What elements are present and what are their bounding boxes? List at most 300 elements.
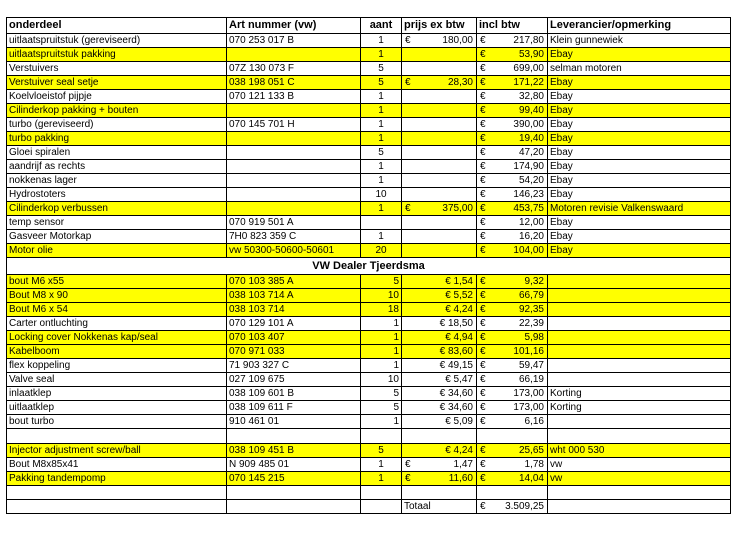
- table-row: [7, 359, 731, 373]
- table-row: [7, 34, 731, 48]
- cell-art-nummer[interactable]: [227, 202, 361, 216]
- cell-incl-value: 92,35: [518, 304, 544, 315]
- cell-incl-value: 9,32: [524, 276, 544, 287]
- cell-onderdeel[interactable]: Gloei spiralen: [7, 146, 227, 160]
- euro-sign: €: [480, 332, 486, 343]
- cell-art-nummer[interactable]: 038 109 601 B: [227, 387, 361, 401]
- header-prijs[interactable]: prijs ex btw: [402, 18, 477, 34]
- cell-onderdeel[interactable]: Cilinderkop pakking + bouten: [7, 104, 227, 118]
- cell-incl-value: 22,39: [518, 318, 544, 329]
- table-row: [7, 132, 731, 146]
- header-lev[interactable]: Leverancier/opmerking: [548, 18, 731, 34]
- euro-sign: €: [480, 49, 486, 60]
- empty-row: [7, 486, 731, 500]
- cell-prijs-value: € 4,24: [445, 304, 473, 315]
- cell-incl-value: 14,04: [518, 473, 544, 484]
- cell-art-nummer[interactable]: 070 253 017 B: [227, 34, 361, 48]
- cell-incl[interactable]: [477, 62, 548, 76]
- euro-sign: €: [480, 147, 486, 158]
- cell-art-nummer[interactable]: 07Z 130 073 F: [227, 62, 361, 76]
- euro-sign: €: [480, 374, 486, 385]
- cell-incl[interactable]: [477, 401, 548, 415]
- cell-incl[interactable]: [477, 160, 548, 174]
- cell-incl-value: 12,00: [518, 217, 544, 228]
- cell-leverancier[interactable]: [548, 275, 731, 289]
- cell-onderdeel[interactable]: Cilinderkop verbussen: [7, 202, 227, 216]
- euro-sign: €: [480, 402, 486, 413]
- cell-aant[interactable]: 5: [361, 444, 402, 458]
- euro-sign: €: [480, 35, 486, 46]
- cell-incl-value: 699,00: [513, 63, 544, 74]
- total-row: [7, 500, 731, 514]
- cell-art-nummer[interactable]: [227, 146, 361, 160]
- cell-aant[interactable]: [361, 216, 402, 230]
- cell-leverancier[interactable]: vw: [548, 458, 731, 472]
- cell-prijs-value: € 34,60: [439, 388, 473, 399]
- empty-cell[interactable]: [477, 429, 548, 444]
- cell-aant[interactable]: 20: [361, 244, 402, 258]
- empty-cell[interactable]: [7, 486, 227, 500]
- euro-sign: €: [480, 388, 486, 399]
- euro-sign: €: [405, 459, 411, 470]
- cell-prijs[interactable]: [402, 472, 477, 486]
- empty-cell[interactable]: [361, 486, 402, 500]
- cell-incl[interactable]: [477, 303, 548, 317]
- euro-sign: €: [480, 445, 486, 456]
- cell-onderdeel[interactable]: Pakking tandempomp: [7, 472, 227, 486]
- cell-aant[interactable]: 10: [361, 373, 402, 387]
- cell-incl-value: 101,16: [513, 346, 544, 357]
- cell-incl[interactable]: [477, 34, 548, 48]
- cell-prijs[interactable]: [402, 275, 477, 289]
- cell-leverancier[interactable]: [548, 317, 731, 331]
- cell-prijs[interactable]: [402, 216, 477, 230]
- cell-prijs[interactable]: [402, 359, 477, 373]
- cell-incl[interactable]: [477, 132, 548, 146]
- euro-sign: €: [480, 133, 486, 144]
- cell-aant[interactable]: 10: [361, 188, 402, 202]
- cell-incl[interactable]: [477, 188, 548, 202]
- euro-sign: €: [480, 161, 486, 172]
- cell-prijs[interactable]: [402, 230, 477, 244]
- cell-art-nummer[interactable]: [227, 132, 361, 146]
- cell-leverancier[interactable]: [548, 289, 731, 303]
- empty-cell[interactable]: [548, 429, 731, 444]
- cell-incl-value: 453,75: [513, 203, 544, 214]
- header-art[interactable]: Art nummer (vw): [227, 18, 361, 34]
- euro-sign: €: [480, 203, 486, 214]
- cell-prijs[interactable]: [402, 34, 477, 48]
- table-row: [7, 444, 731, 458]
- cell-incl-value: 59,47: [518, 360, 544, 371]
- cell-incl[interactable]: [477, 275, 548, 289]
- cell-incl[interactable]: [477, 90, 548, 104]
- cell-onderdeel[interactable]: uitlaatspruitstuk pakking: [7, 48, 227, 62]
- cell-art-nummer[interactable]: [227, 174, 361, 188]
- cell-prijs[interactable]: [402, 303, 477, 317]
- cell-incl[interactable]: [477, 458, 548, 472]
- cell-leverancier[interactable]: Ebay: [548, 104, 731, 118]
- cell-aant[interactable]: 10: [361, 289, 402, 303]
- cell-aant[interactable]: 1: [361, 230, 402, 244]
- cell-art-nummer[interactable]: 070 145 701 H: [227, 118, 361, 132]
- cell-onderdeel[interactable]: Injector adjustment screw/ball: [7, 444, 227, 458]
- cell-incl-value: 1,78: [524, 459, 544, 470]
- cell-prijs[interactable]: [402, 331, 477, 345]
- cell-aant[interactable]: 5: [361, 146, 402, 160]
- cell-incl[interactable]: [477, 48, 548, 62]
- cell-incl-value: 16,20: [518, 231, 544, 242]
- table-row: [7, 415, 731, 429]
- cell-prijs[interactable]: [402, 146, 477, 160]
- cell-incl[interactable]: [477, 230, 548, 244]
- cell-prijs-value: € 5,09: [445, 416, 473, 427]
- cell-leverancier[interactable]: Ebay: [548, 48, 731, 62]
- table-row: [7, 216, 731, 230]
- cell-leverancier[interactable]: [548, 359, 731, 373]
- cell-prijs-value: € 83,60: [439, 346, 473, 357]
- cell-art-nummer[interactable]: 070 919 501 A: [227, 216, 361, 230]
- cell-incl[interactable]: [477, 146, 548, 160]
- euro-sign: €: [405, 203, 411, 214]
- cell-incl[interactable]: [477, 359, 548, 373]
- euro-sign: €: [480, 416, 486, 427]
- cell-incl[interactable]: [477, 174, 548, 188]
- cell-prijs[interactable]: [402, 48, 477, 62]
- table-row: [7, 345, 731, 359]
- header-row: [7, 18, 731, 34]
- cell-aant[interactable]: 1: [361, 458, 402, 472]
- cell-onderdeel[interactable]: Motor olie: [7, 244, 227, 258]
- cell-leverancier[interactable]: Ebay: [548, 76, 731, 90]
- cell-art-nummer[interactable]: [227, 160, 361, 174]
- cell-onderdeel[interactable]: aandrijf as rechts: [7, 160, 227, 174]
- table-row: [7, 146, 731, 160]
- cell-incl[interactable]: [477, 216, 548, 230]
- cell-prijs-value: 11,60: [448, 473, 473, 484]
- cell-onderdeel[interactable]: Koelvloeistof pijpje: [7, 90, 227, 104]
- cell-leverancier[interactable]: [548, 331, 731, 345]
- cell-aant[interactable]: 1: [361, 317, 402, 331]
- table-row: [7, 174, 731, 188]
- cell-prijs[interactable]: [402, 345, 477, 359]
- cell-prijs[interactable]: [402, 118, 477, 132]
- empty-cell[interactable]: [227, 486, 361, 500]
- cell-aant[interactable]: 5: [361, 62, 402, 76]
- cell-incl-value: 173,00: [513, 402, 544, 413]
- cell-onderdeel[interactable]: uitlaatspruitstuk (gereviseerd): [7, 34, 227, 48]
- euro-sign: €: [480, 119, 486, 130]
- cell-art-nummer[interactable]: vw 50300-50600-50601: [227, 244, 361, 258]
- cell-prijs-value: € 5,52: [445, 290, 473, 301]
- cell-prijs[interactable]: [402, 458, 477, 472]
- cell-aant[interactable]: 18: [361, 303, 402, 317]
- cell-art-nummer[interactable]: 910 461 01: [227, 415, 361, 429]
- cell-leverancier[interactable]: Ebay: [548, 132, 731, 146]
- cell-aant[interactable]: 1: [361, 359, 402, 373]
- cell-incl-value: 99,40: [518, 105, 544, 116]
- empty-cell[interactable]: [227, 500, 361, 514]
- cell-onderdeel[interactable]: Bout M8x85x41: [7, 458, 227, 472]
- euro-sign: €: [480, 501, 486, 512]
- cell-incl[interactable]: [477, 373, 548, 387]
- cell-prijs[interactable]: [402, 160, 477, 174]
- cell-prijs[interactable]: [402, 289, 477, 303]
- cell-onderdeel[interactable]: flex koppeling: [7, 359, 227, 373]
- cell-aant[interactable]: 5: [361, 275, 402, 289]
- euro-sign: €: [480, 346, 486, 357]
- cell-art-nummer[interactable]: 71 903 327 C: [227, 359, 361, 373]
- cell-incl-value: 19,40: [518, 133, 544, 144]
- cell-incl[interactable]: [477, 104, 548, 118]
- sheet-body: [7, 18, 731, 514]
- euro-sign: €: [480, 91, 486, 102]
- cell-incl[interactable]: [477, 317, 548, 331]
- cell-leverancier[interactable]: [548, 303, 731, 317]
- cell-art-nummer[interactable]: N 909 485 01: [227, 458, 361, 472]
- cell-leverancier[interactable]: Motoren revisie Valkenswaard: [548, 202, 731, 216]
- cell-incl-value: 66,19: [518, 374, 544, 385]
- cell-aant[interactable]: 1: [361, 90, 402, 104]
- cell-onderdeel[interactable]: inlaatklep: [7, 387, 227, 401]
- cell-aant[interactable]: 1: [361, 331, 402, 345]
- cell-aant[interactable]: 1: [361, 48, 402, 62]
- cell-art-nummer[interactable]: 070 103 407: [227, 331, 361, 345]
- cell-incl[interactable]: [477, 345, 548, 359]
- cell-aant[interactable]: 5: [361, 76, 402, 90]
- euro-sign: €: [480, 290, 486, 301]
- euro-sign: €: [480, 318, 486, 329]
- total-value-value: 3.509,25: [505, 501, 544, 512]
- table-row: [7, 160, 731, 174]
- cell-prijs-value: € 18,50: [439, 318, 473, 329]
- cell-onderdeel[interactable]: nokkenas lager: [7, 174, 227, 188]
- cell-leverancier[interactable]: Ebay: [548, 90, 731, 104]
- header-incl[interactable]: incl btw: [477, 18, 548, 34]
- table-row: [7, 76, 731, 90]
- cell-aant[interactable]: 1: [361, 160, 402, 174]
- cell-art-nummer[interactable]: [227, 48, 361, 62]
- euro-sign: €: [480, 304, 486, 315]
- cell-onderdeel[interactable]: Locking cover Nokkenas kap/seal: [7, 331, 227, 345]
- cell-leverancier[interactable]: Korting: [548, 401, 731, 415]
- header-onderdeel[interactable]: onderdeel: [7, 18, 227, 34]
- cell-incl[interactable]: [477, 244, 548, 258]
- cell-aant[interactable]: 1: [361, 202, 402, 216]
- cell-onderdeel[interactable]: Gasveer Motorkap: [7, 230, 227, 244]
- cell-leverancier[interactable]: Ebay: [548, 216, 731, 230]
- cell-prijs[interactable]: [402, 415, 477, 429]
- cell-art-nummer[interactable]: 070 129 101 A: [227, 317, 361, 331]
- cell-art-nummer[interactable]: 038 109 611 F: [227, 401, 361, 415]
- cell-art-nummer[interactable]: 038 103 714 A: [227, 289, 361, 303]
- cell-prijs[interactable]: [402, 387, 477, 401]
- cell-onderdeel[interactable]: bout turbo: [7, 415, 227, 429]
- cell-prijs[interactable]: [402, 132, 477, 146]
- total-label[interactable]: Totaal: [402, 500, 477, 514]
- cell-art-nummer[interactable]: 070 145 215: [227, 472, 361, 486]
- cell-prijs-value: 28,30: [447, 77, 473, 88]
- cell-incl-value: 32,80: [518, 91, 544, 102]
- header-aant[interactable]: aant: [361, 18, 402, 34]
- cell-onderdeel[interactable]: turbo pakking: [7, 132, 227, 146]
- cell-incl-value: 6,16: [524, 416, 544, 427]
- cell-onderdeel[interactable]: Valve seal: [7, 373, 227, 387]
- cell-leverancier[interactable]: Ebay: [548, 244, 731, 258]
- cell-incl[interactable]: [477, 76, 548, 90]
- table-row: [7, 458, 731, 472]
- euro-sign: €: [480, 63, 486, 74]
- cell-incl[interactable]: [477, 415, 548, 429]
- euro-sign: €: [480, 360, 486, 371]
- cell-art-nummer[interactable]: 070 121 133 B: [227, 90, 361, 104]
- cell-incl[interactable]: [477, 387, 548, 401]
- cell-prijs[interactable]: [402, 104, 477, 118]
- cell-prijs-value: € 34,60: [439, 402, 473, 413]
- cell-art-nummer[interactable]: [227, 188, 361, 202]
- cell-leverancier[interactable]: [548, 415, 731, 429]
- cell-aant[interactable]: 1: [361, 345, 402, 359]
- cell-leverancier[interactable]: vw: [548, 472, 731, 486]
- empty-cell[interactable]: [477, 486, 548, 500]
- empty-cell[interactable]: [7, 429, 227, 444]
- cell-aant[interactable]: 1: [361, 104, 402, 118]
- cell-leverancier[interactable]: Ebay: [548, 174, 731, 188]
- cell-prijs-value: € 4,24: [445, 445, 473, 456]
- cell-art-nummer[interactable]: 027 109 675: [227, 373, 361, 387]
- cell-prijs[interactable]: [402, 401, 477, 415]
- empty-row: [7, 429, 731, 444]
- cell-leverancier[interactable]: [548, 373, 731, 387]
- cell-aant[interactable]: 5: [361, 387, 402, 401]
- cell-incl[interactable]: [477, 289, 548, 303]
- cell-incl-value: 171,22: [513, 77, 544, 88]
- cell-prijs[interactable]: [402, 62, 477, 76]
- cell-incl-value: 173,00: [513, 388, 544, 399]
- cell-leverancier[interactable]: Ebay: [548, 160, 731, 174]
- cell-incl-value: 174,90: [513, 161, 544, 172]
- total-value[interactable]: [477, 500, 548, 514]
- cell-onderdeel[interactable]: Verstuiver seal setje: [7, 76, 227, 90]
- empty-cell[interactable]: [402, 486, 477, 500]
- cell-onderdeel[interactable]: Hydrostoters: [7, 188, 227, 202]
- euro-sign: €: [480, 473, 486, 484]
- cell-prijs-value: 375,00: [442, 203, 473, 214]
- cell-art-nummer[interactable]: 070 971 033: [227, 345, 361, 359]
- cell-incl[interactable]: [477, 472, 548, 486]
- cell-prijs[interactable]: [402, 76, 477, 90]
- cell-prijs[interactable]: [402, 373, 477, 387]
- cell-incl-value: 146,23: [513, 189, 544, 200]
- cell-incl-value: 390,00: [513, 119, 544, 130]
- table-row: [7, 303, 731, 317]
- cell-incl-value: 25,65: [518, 445, 544, 456]
- cell-art-nummer[interactable]: 038 198 051 C: [227, 76, 361, 90]
- cell-onderdeel[interactable]: Verstuivers: [7, 62, 227, 76]
- parts-spreadsheet: [6, 17, 731, 514]
- cell-prijs[interactable]: [402, 90, 477, 104]
- cell-prijs[interactable]: [402, 244, 477, 258]
- cell-onderdeel[interactable]: turbo (gereviseerd): [7, 118, 227, 132]
- empty-cell[interactable]: [402, 429, 477, 444]
- cell-leverancier[interactable]: Ebay: [548, 118, 731, 132]
- cell-incl[interactable]: [477, 118, 548, 132]
- cell-art-nummer[interactable]: [227, 104, 361, 118]
- cell-leverancier[interactable]: Klein gunnewiek: [548, 34, 731, 48]
- cell-art-nummer[interactable]: 038 109 451 B: [227, 444, 361, 458]
- cell-art-nummer[interactable]: 070 103 385 A: [227, 275, 361, 289]
- cell-leverancier[interactable]: Ebay: [548, 230, 731, 244]
- cell-incl-value: 54,20: [518, 175, 544, 186]
- empty-cell[interactable]: [548, 500, 731, 514]
- cell-incl[interactable]: [477, 444, 548, 458]
- cell-prijs[interactable]: [402, 188, 477, 202]
- euro-sign: €: [480, 245, 486, 256]
- table-row: [7, 188, 731, 202]
- euro-sign: €: [480, 459, 486, 470]
- cell-aant[interactable]: 1: [361, 118, 402, 132]
- cell-art-nummer[interactable]: 038 103 714: [227, 303, 361, 317]
- cell-prijs[interactable]: [402, 202, 477, 216]
- cell-onderdeel[interactable]: Bout M8 x 90: [7, 289, 227, 303]
- cell-incl[interactable]: [477, 202, 548, 216]
- table-row: [7, 472, 731, 486]
- cell-leverancier[interactable]: Ebay: [548, 188, 731, 202]
- cell-art-nummer[interactable]: 7H0 823 359 C: [227, 230, 361, 244]
- cell-aant[interactable]: 1: [361, 174, 402, 188]
- cell-prijs[interactable]: [402, 444, 477, 458]
- table-row: [7, 48, 731, 62]
- cell-incl[interactable]: [477, 331, 548, 345]
- cell-leverancier[interactable]: Ebay: [548, 146, 731, 160]
- table-row: [7, 275, 731, 289]
- table-row: [7, 401, 731, 415]
- cell-onderdeel[interactable]: bout M6 x55: [7, 275, 227, 289]
- cell-onderdeel[interactable]: Kabelboom: [7, 345, 227, 359]
- empty-cell[interactable]: [361, 429, 402, 444]
- table-row: [7, 62, 731, 76]
- cell-leverancier[interactable]: [548, 345, 731, 359]
- table-row: [7, 118, 731, 132]
- empty-cell[interactable]: [227, 429, 361, 444]
- empty-cell[interactable]: [548, 486, 731, 500]
- cell-aant[interactable]: 1: [361, 34, 402, 48]
- table-row: [7, 373, 731, 387]
- cell-incl-value: 53,90: [518, 49, 544, 60]
- cell-aant[interactable]: 1: [361, 415, 402, 429]
- cell-onderdeel[interactable]: Carter ontluchting: [7, 317, 227, 331]
- cell-prijs[interactable]: [402, 174, 477, 188]
- table-row: [7, 387, 731, 401]
- cell-onderdeel[interactable]: uitlaatklep: [7, 401, 227, 415]
- cell-aant[interactable]: 1: [361, 132, 402, 146]
- cell-prijs[interactable]: [402, 317, 477, 331]
- cell-leverancier[interactable]: Korting: [548, 387, 731, 401]
- cell-aant[interactable]: 1: [361, 472, 402, 486]
- table-row: [7, 202, 731, 216]
- euro-sign: €: [480, 231, 486, 242]
- euro-sign: €: [405, 77, 411, 88]
- cell-prijs-value: € 1,54: [445, 276, 473, 287]
- cell-leverancier[interactable]: selman motoren: [548, 62, 731, 76]
- cell-incl-value: 217,80: [513, 35, 544, 46]
- empty-cell[interactable]: [361, 500, 402, 514]
- cell-onderdeel[interactable]: temp sensor: [7, 216, 227, 230]
- empty-cell[interactable]: [7, 500, 227, 514]
- cell-onderdeel[interactable]: Bout M6 x 54: [7, 303, 227, 317]
- cell-aant[interactable]: 5: [361, 401, 402, 415]
- cell-leverancier[interactable]: wht 000 530: [548, 444, 731, 458]
